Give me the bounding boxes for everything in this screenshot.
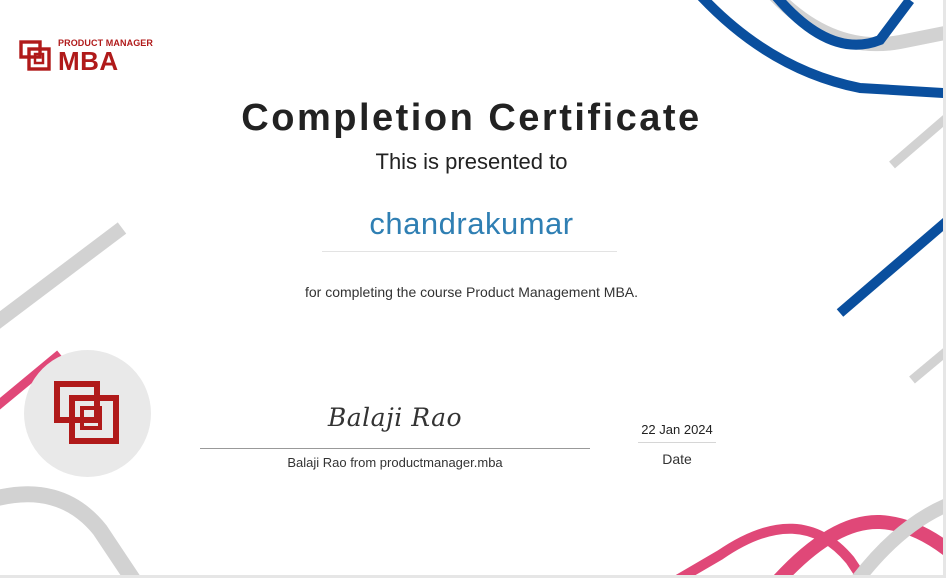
date-underline [638,442,716,443]
logo-main-text: MBA [58,46,119,76]
decor-gray-curve-bottom-left [0,494,140,575]
brand-logo [19,38,159,78]
signature-caption: Balaji Rao from productmanager.mba [287,455,503,470]
certificate-title: Completion Certificate [241,97,702,139]
recipient-underline [322,251,617,252]
logo-top-line: PRODUCT MANAGER [58,38,153,48]
nested-squares-badge-icon [54,381,120,445]
decor-gray-stroke-right-2 [912,340,943,380]
signature-line [200,448,590,449]
recipient-name: chandrakumar [369,206,574,241]
course-description: for completing the course Product Management MBA. [304,284,639,300]
logo-badge [24,350,151,477]
issue-date: 22 Jan 2024 [641,422,713,437]
date-label: Date [662,451,692,467]
certificate-subtitle: This is presented to [375,149,568,174]
nested-squares-logo-icon [19,40,53,74]
decor-gray-stroke-left [0,228,122,335]
signature-image: Balaji Rao [327,403,463,432]
